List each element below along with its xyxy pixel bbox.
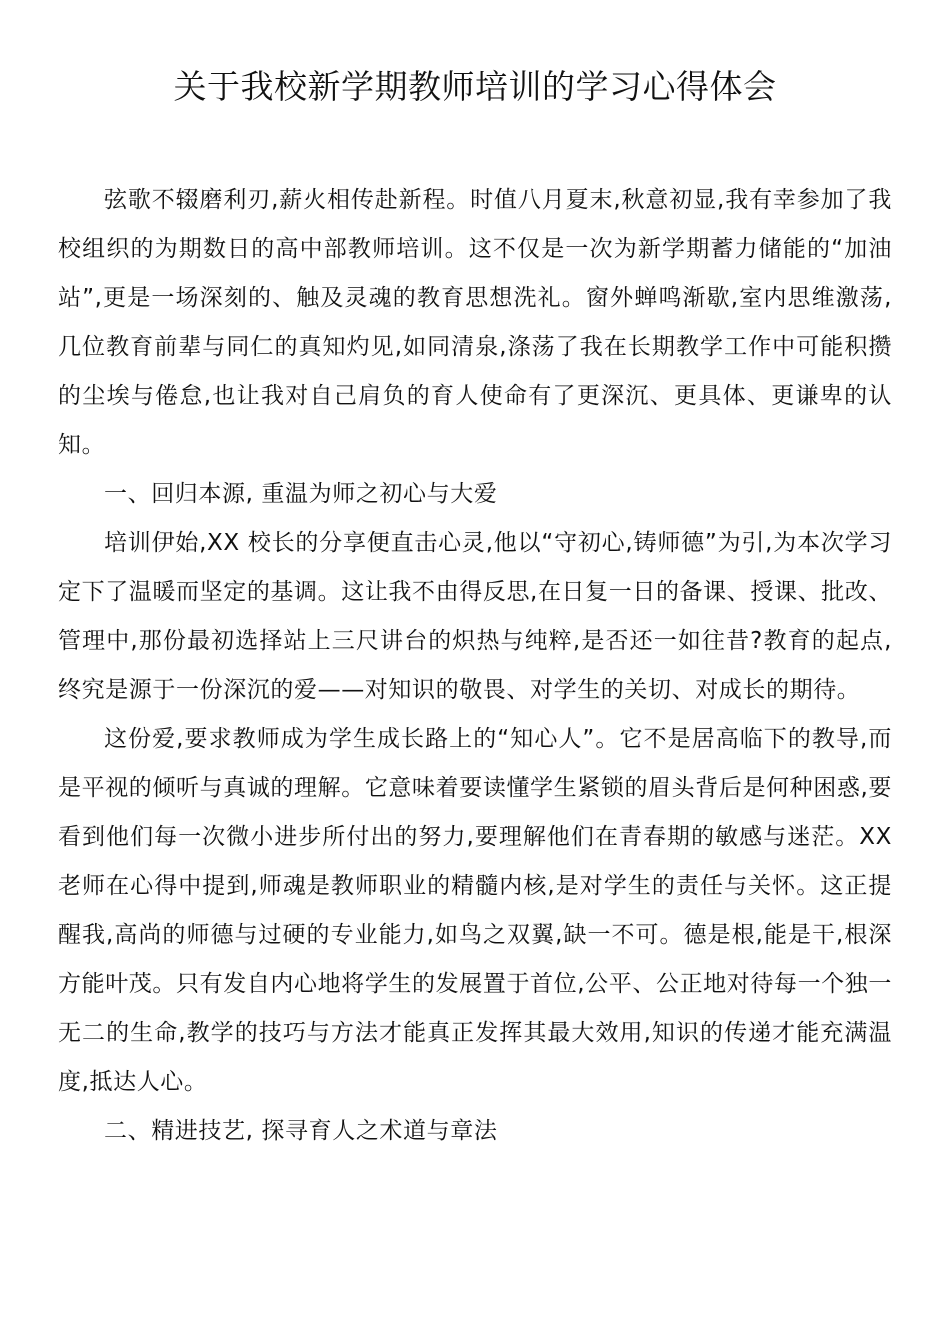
paragraph-intro: 弦歌不辍磨利刃,薪火相传赴新程。时值八月夏末,秋意初显,我有幸参加了我校组织的为期数日的高中部教师培训。这不仅是一次为新学期蓄力储能的“加油站”,更是一场深刻的、触及灵魂的教育思想洗礼。窗外蝉鸣渐歇,室内思维激荡,几位教育前辈与同仁的真知灼见,如同清泉,涤荡了我在长期教学工作中可能积攒的尘埃与倦怠,也让我对自己肩负的育人使命有了更深沉、更具体、更谦卑的认知。 — [58, 187, 892, 458]
document-title: 关于我校新学期教师培训的学习心得体会 — [173, 67, 777, 106]
section-heading-2: 二、精进技艺, 探寻育人之术道与章法 — [104, 1118, 498, 1144]
paragraph-section-1-b: 这份爱,要求教师成为学生成长路上的“知心人”。它不是居高临下的教导,而是平视的倾听与真诚的理解。它意味着要读懂学生紧锁的眉头背后是何种困惑,要看到他们每一次微小进步所付出的努力,要理解他们在青春期的敏感与迷茫。XX 老师在心得中提到,师魂是教师职业的精髓内核,是对学生的责任与关怀。这正提醒我,高尚的师德与过硬的专业能力,如鸟之双翼,缺一不可。德是根,能是干,根深方能叶茂。只有发自内心地将学生的发展置于首位,公平、公正地对待每一个独一无二的生命,教学的技巧与方法才能真正发挥其最大效用,知识的传递才能充满温度,抵达人心。 — [58, 726, 892, 1095]
paragraph-section-1-a: 培训伊始,XX 校长的分享便直击心灵,他以“守初心,铸师德”为引,为本次学习定下了温暖而坚定的基调。这让我不由得反思,在日复一日的备课、授课、批改、管理中,那份最初选择站上三尺讲台的炽热与纯粹,是否还一如往昔?教育的起点,终究是源于一份深沉的爱——对知识的敬畏、对学生的关切、对成长的期待。 — [58, 530, 892, 703]
section-heading-1: 一、回归本源, 重温为师之初心与大爱 — [104, 481, 498, 507]
